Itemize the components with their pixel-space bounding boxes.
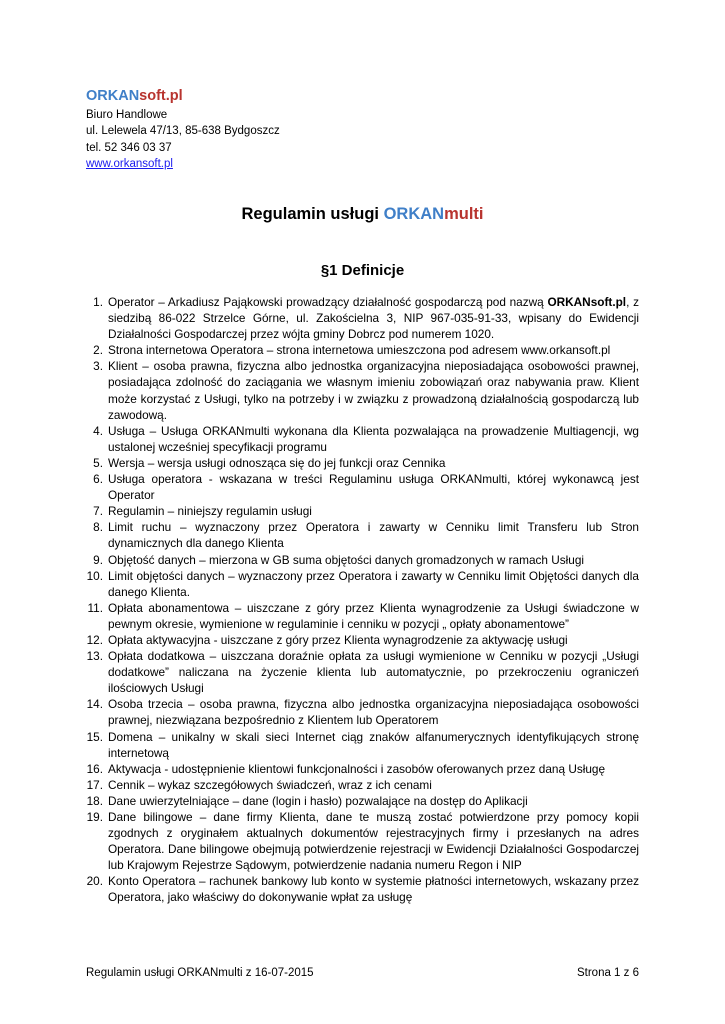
list-item-number: 2. (93, 343, 103, 358)
list-item-number: 9. (93, 552, 103, 567)
list-item (81, 358, 639, 422)
list-item-number: 7. (93, 504, 103, 519)
list-item-text: Usługa – Usługa ORKANmulti wykonana dla Klienta pozwalająca na prowadzenie Multiagencji, wg ustalonej wcześniej specyfikacji programu (108, 423, 639, 454)
list-item-number: 18. (86, 793, 103, 808)
list-item-bold-text: ORKANsoft.pl (547, 295, 627, 309)
list-item (81, 873, 639, 905)
list-item (81, 519, 639, 551)
title-brand-multi: multi (444, 205, 484, 223)
list-item (81, 294, 639, 342)
list-item-text: Limit ruchu – wyznaczony przez Operatora i zawarty w Cenniku limit Transferu lub Stron dynamicznych dla danego Klienta (108, 520, 639, 551)
office-phone: tel. 52 346 03 37 (86, 141, 172, 154)
list-item-number: 5. (93, 455, 103, 470)
list-item-text: Wersja – wersja usługi odnosząca się do jej funkcji oraz Cennika (108, 455, 446, 470)
section-heading: §1 Definicje (320, 262, 405, 279)
list-item-text: Opłata aktywacyjna - uiszczane z góry przez Klienta wynagrodzenie za aktywację usługi (108, 632, 568, 647)
list-item-number: 8. (93, 520, 103, 535)
list-item-number: 17. (86, 777, 103, 792)
list-item (81, 423, 639, 455)
list-item-text: Konto Operatora – rachunek bankowy lub konto w systemie płatności internetowych, wskazany przez Operatora, jako właściwy do dokonywanie wpłat za usługę (108, 874, 639, 905)
list-item-number: 1. (93, 295, 103, 309)
company-logo (86, 86, 486, 106)
office-address: ul. Lelewela 47/13, 85-638 Bydgoszcz (86, 125, 280, 138)
list-item (81, 793, 639, 809)
list-item (81, 471, 639, 503)
list-item (81, 648, 639, 696)
list-item (81, 777, 639, 793)
list-item-text: Cennik – wykaz szczegółowych świadczeń, wraz z ich cenami (108, 777, 432, 792)
list-item (81, 455, 639, 471)
list-item-number: 13. (86, 649, 103, 664)
list-item (81, 552, 639, 568)
list-item (81, 632, 639, 648)
list-item (81, 809, 639, 873)
list-item-number: 11. (87, 600, 103, 615)
list-item-number: 3. (93, 359, 103, 374)
footer-document-name: Regulamin usługi ORKANmulti z 16-07-2015 (86, 967, 314, 979)
title-prefix: Regulamin usługi (241, 205, 384, 223)
list-item-text: Klient – osoba prawna, fizyczna albo jednostka organizacyjna nieposiadająca osobowości prawnej, posiadająca zdolność do zaciągania we własnym imieniu zobowiązań oraz nabywania praw. Klient może korzystać z Usługi, tylko na potrzeby i w związku z prowadzoną działalnością gospodarczą lub zawodową. (108, 359, 639, 422)
list-item (81, 729, 639, 761)
list-item (81, 761, 639, 777)
list-item (81, 503, 639, 519)
definitions-list (81, 294, 639, 906)
list-item-number: 19. (86, 810, 103, 824)
list-item-text: Operator – Arkadiusz Pająkowski prowadzący działalność gospodarczą pod nazwą (108, 295, 548, 309)
list-item-text: Opłata abonamentowa – uiszczane z góry przez Klienta wynagrodzenie za Usługi świadczone w pewnym okresie, wymienione w regulaminie i cenniku w pozycji „ opłaty abonamentowe” (108, 600, 639, 631)
list-item-number: 16. (86, 761, 103, 776)
list-item-number: 15. (86, 729, 103, 744)
office-label: Biuro Handlowe (86, 109, 168, 121)
list-item-number: 10. (86, 568, 103, 583)
list-item-text: Osoba trzecia – osoba prawna, fizyczna albo jednostka organizacyjna nieposiadająca osobowości prawnej, niezwiązana bezpośrednio z Klientem lub Operatorem (108, 697, 639, 728)
list-item-text: Objętość danych – mierzona w GB suma objętości danych gromadzonych w ramach Usługi (108, 552, 585, 567)
list-item (81, 342, 639, 358)
logo-part-orkan: ORKAN (86, 88, 140, 104)
website-link[interactable]: www.orkansoft.pl (86, 157, 173, 170)
list-item-number: 20. (86, 874, 103, 889)
list-item-text: Regulamin – niniejszy regulamin usługi (108, 504, 312, 519)
list-item-text: Opłata dodatkowa – uiszczana doraźnie opłata za usługi wymienione w Cenniku w pozycji „Usługi dodatkowe” naliczana na życzenie klienta lub automatycznie, po przekroczeniu ograniczeń ilościowych Usługi (108, 649, 639, 696)
list-item (81, 696, 639, 728)
list-item-number: 6. (93, 472, 103, 487)
list-item-text: Domena – unikalny w skali sieci Internet ciąg znaków alfanumerycznych identyfikujących stronę internetową (108, 729, 639, 760)
list-item-text: Usługa operatora - wskazana w treści Regulaminu usługa ORKANmulti, której wykonawcą jest Operator (108, 472, 639, 503)
list-item-text: Strona internetowa Operatora – strona internetowa umieszczona pod adresem www.orkansoft.pl (108, 343, 611, 358)
footer-page-number: Strona 1 z 6 (576, 967, 639, 979)
title-brand-orkan: ORKAN (383, 205, 445, 223)
list-item-text: Dane uwierzytelniające – dane (login i hasło) pozwalające na dostęp do Aplikacji (108, 793, 528, 808)
list-item-number: 14. (86, 697, 103, 712)
list-item (81, 600, 639, 632)
list-item-text-continued: , z siedzibą 86-022 Strzelce Górne, ul. Zakościelna 3, NIP 967-035-91-33, wpisany do Ewidencji Działalności Gospodarczej przez wójta gminy Dobrcz pod numerem 1020. (108, 295, 639, 342)
list-item-text: Aktywacja - udostępnienie klientowi funkcjonalności i zasobów oferowanych przez daną Usługę (108, 761, 606, 776)
document-title (0, 202, 725, 226)
list-item-number: 4. (93, 423, 103, 438)
list-item-text: Limit objętości danych – wyznaczony przez Operatora i zawarty w Cenniku limit Objętości danych dla danego Klienta. (108, 568, 639, 599)
list-item-text: Dane bilingowe – dane firmy Klienta, dane te muszą zostać potwierdzone przy pomocy kopii zgodnych z oryginałem aktualnych dokumentów rejestracyjnych firmy i przesłanych na adres Operatora. Dane bilingowe obejmują potwierdzenie rejestracji w Ewidencji Działalności Gospodarczej lub Krajowym Rejestrze Sądowym, potwierdzenie nadania numeru Regon i NIP (108, 810, 639, 873)
list-item-number: 12. (86, 632, 103, 647)
list-item (81, 568, 639, 600)
company-header (86, 86, 486, 172)
logo-part-soft: soft.pl (139, 88, 183, 104)
